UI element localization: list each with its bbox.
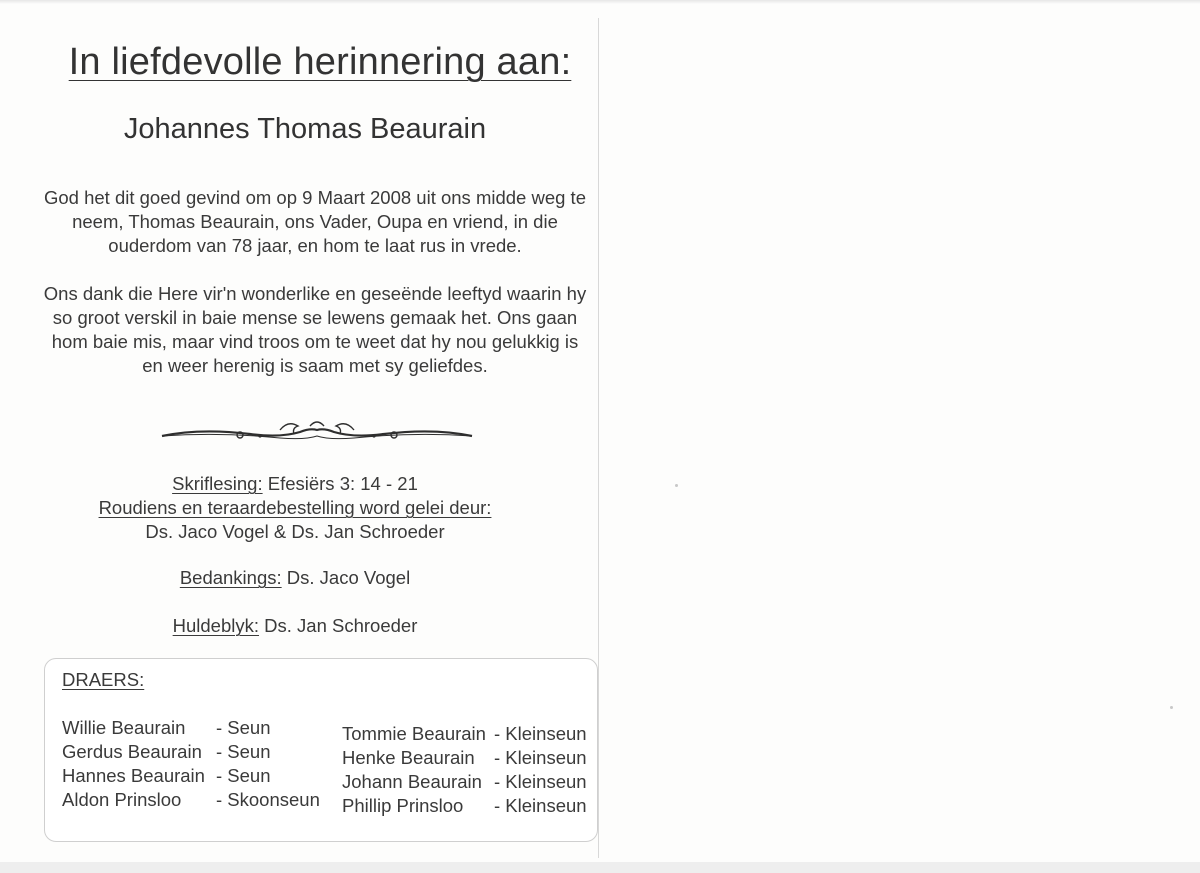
bearer-role: - Kleinseun <box>494 747 587 768</box>
bearer-name: Henke Beaurain <box>342 747 475 768</box>
thanks-line <box>40 566 550 590</box>
bearer-role: - Seun <box>216 765 271 786</box>
tribute-label: Huldeblyk: <box>172 615 260 636</box>
officiants-value: Ds. Jaco Vogel & Ds. Jan Schroeder <box>145 521 445 542</box>
bearer-name: Phillip Prinsloo <box>342 795 464 816</box>
bearer-role: - Kleinseun <box>494 795 587 816</box>
bearer-role: - Kleinseun <box>494 771 587 792</box>
tribute-value: Ds. Jan Schroeder <box>264 615 418 636</box>
flourish-ornament-icon <box>160 418 474 448</box>
right-panel <box>600 0 1200 873</box>
bearer-name: Tommie Beaurain <box>342 723 486 744</box>
bearer-name: Aldon Prinsloo <box>62 789 182 810</box>
paper-speck <box>1170 706 1173 709</box>
memorial-heading: In liefdevolle herinnering aan: <box>68 41 572 83</box>
deceased-name: Johannes Thomas Beaurain <box>123 113 487 145</box>
announcement-paragraph: God het dit goed gevind om op 9 Maart 2008 uit ons midde weg te neem, Thomas Beaurain, ons Vader, Oupa en vriend, in die ouderdom van 78 jaar, en hom te laat rus in vrede. <box>44 187 586 256</box>
officiants-label: Roudiens en teraardebestelling word gelei deur: <box>98 497 492 518</box>
bearer-role: - Kleinseun <box>494 723 587 744</box>
thanks-paragraph: Ons dank die Here vir'n wonderlike en geseënde leeftyd waarin hy so groot verskil in baie mense se lewens gemaak het. Ons gaan hom baie mis, maar vind troos om te weet dat hy nou gelukkig is en weer herenig is saam met sy geliefdes. <box>43 283 587 376</box>
bearer-name: Willie Beaurain <box>62 717 186 738</box>
scripture-reading <box>40 472 550 496</box>
tribute-line <box>40 614 550 638</box>
bearer-name: Hannes Beaurain <box>62 765 205 786</box>
bearer-name: Johann Beaurain <box>342 771 482 792</box>
scripture-value: Efesiërs 3: 14 - 21 <box>267 473 418 494</box>
officiants-heading <box>40 496 550 520</box>
bearers-title: DRAERS: <box>62 669 145 690</box>
paper-speck <box>675 484 678 487</box>
thanks-label: Bedankings: <box>179 567 282 588</box>
bearer-role: - Seun <box>216 741 271 762</box>
bearer-role: - Seun <box>216 717 271 738</box>
thanks-value: Ds. Jaco Vogel <box>286 567 411 588</box>
scripture-label: Skriflesing: <box>172 473 263 494</box>
left-panel <box>0 0 598 873</box>
bearer-role: - Skoonseun <box>216 789 320 810</box>
bearer-name: Gerdus Beaurain <box>62 741 202 762</box>
